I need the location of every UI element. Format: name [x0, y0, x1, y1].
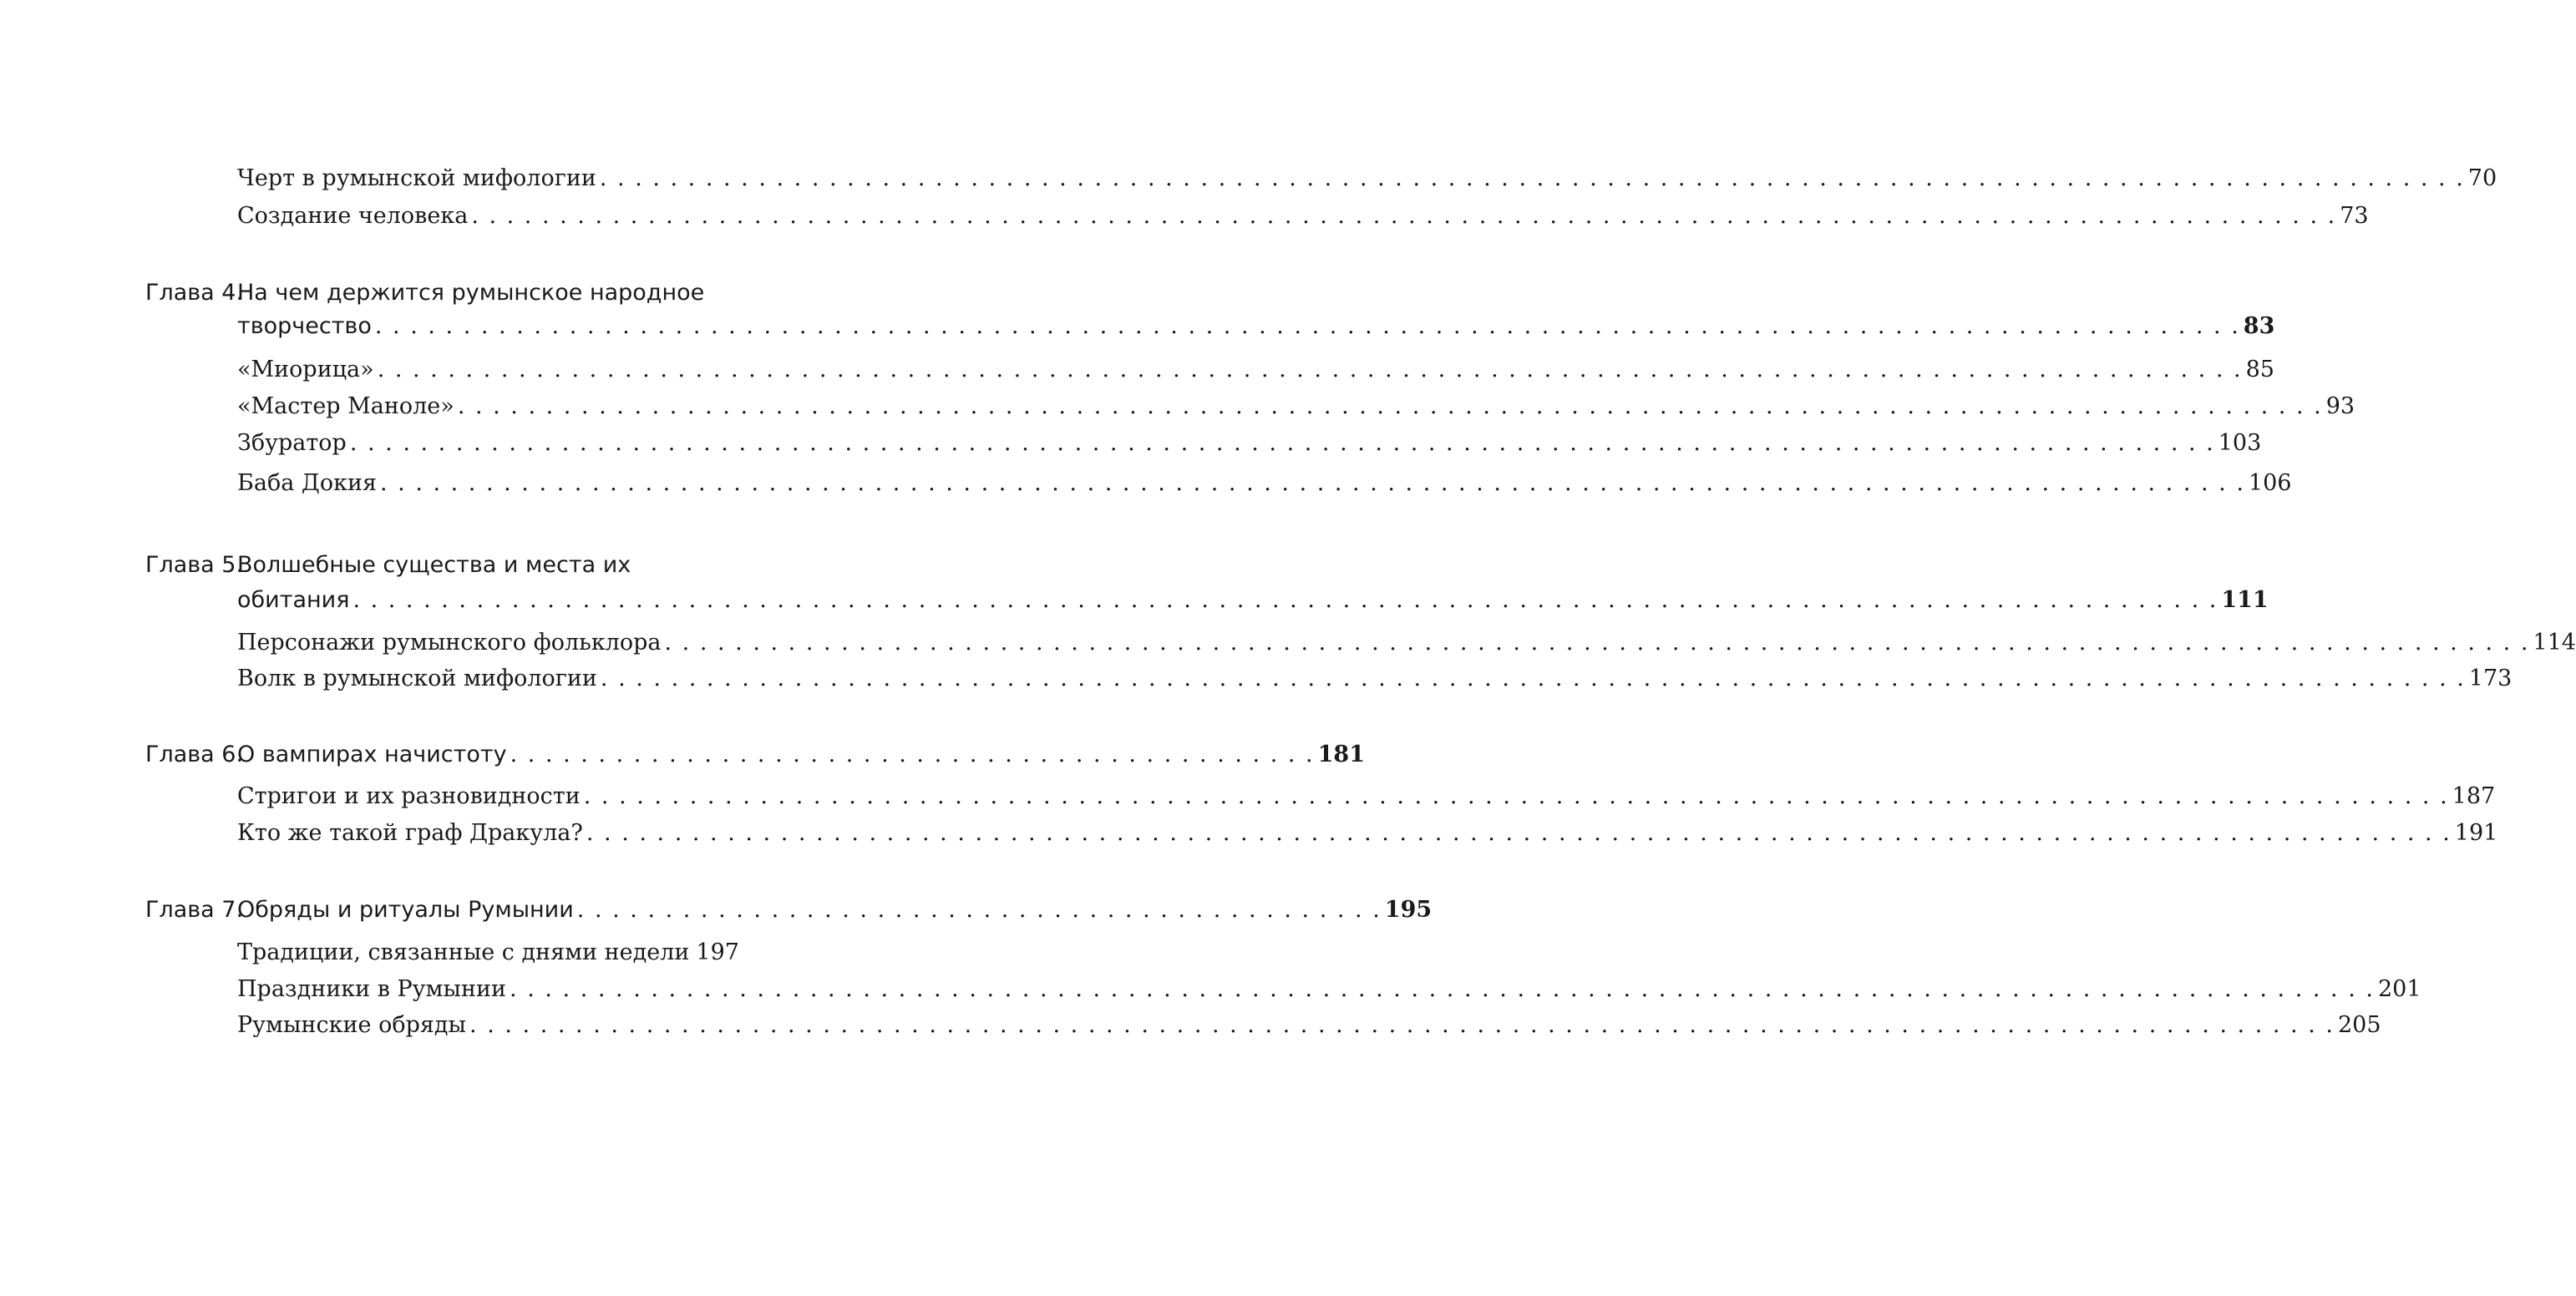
toc-entry-page: 106: [2248, 470, 2292, 496]
chapter-5-entry[interactable]: [237, 586, 2269, 615]
dot-leader: [584, 782, 2449, 811]
toc-entry-page: 103: [2218, 430, 2262, 456]
toc-entry[interactable]: [237, 782, 2496, 811]
dot-leader: [510, 975, 2375, 1004]
chapter-page: 181: [1317, 742, 1365, 767]
dot-leader: [380, 469, 2245, 498]
toc-entry-page: 85: [2245, 357, 2274, 382]
toc-entry-title: Традиции, связанные с днями недели: [237, 939, 690, 965]
chapter-title: На чем держится румынское народное: [237, 280, 705, 306]
toc-entry-title: Персонажи румынского фольклора: [237, 630, 662, 656]
toc-entry[interactable]: [237, 629, 2576, 657]
toc-entry-page: 93: [2325, 393, 2355, 419]
toc-entry-page: 201: [2377, 976, 2421, 1002]
toc-entry-title: «Мастер Маноле»: [237, 393, 454, 419]
dot-leader: [471, 202, 2336, 230]
toc-entry-title: Создание человека: [237, 203, 469, 229]
dot-leader: [350, 429, 2215, 458]
chapter-page: 195: [1384, 897, 1433, 923]
chapter-title: Обряды и ритуалы Румынии: [237, 897, 574, 923]
dot-leader: [352, 586, 2218, 615]
dot-leader: [378, 356, 2243, 384]
chapter-6-entry[interactable]: [145, 741, 1365, 769]
dot-leader: . . . . . . . . . . . . . . . . . . . . . . . . . . . . . . . . . . . . . . . . . . . . . .: [576, 897, 1382, 923]
chapter-label: Глава 4.: [145, 280, 244, 306]
dot-leader: [600, 165, 2465, 193]
toc-entry[interactable]: [237, 939, 739, 967]
toc-entry-page: 197: [696, 939, 739, 965]
chapter-7-entry[interactable]: [145, 896, 1433, 924]
toc-entry-page: 114: [2533, 630, 2576, 656]
dot-leader: [601, 665, 2466, 693]
chapter-4-heading[interactable]: [145, 279, 730, 307]
toc-entry[interactable]: [237, 356, 2274, 384]
toc-entry-title: Кто же такой граф Дракула?: [237, 820, 583, 846]
dot-leader: [469, 1011, 2335, 1040]
toc-entry[interactable]: [237, 975, 2421, 1004]
dot-leader: [458, 392, 2323, 421]
dot-leader: [375, 312, 2240, 341]
chapter-title: Волшебные существа и места их: [237, 552, 631, 578]
chapter-title-continued: обитания: [237, 587, 350, 613]
toc-entry[interactable]: [237, 165, 2497, 193]
toc-entry-title: Румынские обряды: [237, 1012, 467, 1038]
dot-leader: [586, 819, 2452, 848]
chapter-label: Глава 5.: [145, 552, 244, 578]
toc-entry-title: Черт в румынской мифологии: [237, 165, 596, 191]
toc-entry[interactable]: [237, 819, 2498, 848]
chapter-page: 111: [2221, 587, 2269, 613]
toc-entry-title: Праздники в Румынии: [237, 976, 507, 1002]
chapter-page: 83: [2243, 313, 2275, 339]
toc-entry[interactable]: [237, 665, 2513, 693]
toc-entry[interactable]: [237, 469, 2292, 498]
toc-entry-page: 70: [2467, 165, 2497, 191]
toc-entry-title: Баба Докия: [237, 470, 377, 496]
toc-entry[interactable]: [237, 429, 2262, 458]
toc-entry-title: Стригои и их разновидности: [237, 783, 581, 809]
chapter-5-heading[interactable]: [145, 551, 730, 580]
toc-entry-title: Волк в румынской мифологии: [237, 666, 597, 691]
toc-entry-page: 191: [2454, 820, 2498, 846]
chapter-label: Глава 7.: [145, 897, 244, 923]
toc-entry-title: «Миорица»: [237, 357, 374, 382]
toc-entry-page: 73: [2340, 203, 2369, 229]
dot-leader: . . . . . . . . . . . . . . . . . . . . . . . . . . . . . . . . . . . . . . . . . . . . . .: [510, 742, 1315, 767]
dot-leader: [665, 629, 2530, 657]
toc-entry-page: 187: [2452, 783, 2496, 809]
toc-entry-title: Збуратор: [237, 430, 347, 456]
toc-entry-page: 173: [2468, 666, 2513, 691]
toc-entry[interactable]: [237, 202, 2369, 230]
chapter-4-entry[interactable]: [237, 312, 2275, 341]
toc-entry-page: 205: [2337, 1012, 2381, 1038]
chapter-title-continued: творчество: [237, 313, 372, 339]
toc-entry[interactable]: [237, 1011, 2381, 1040]
chapter-title: О вампирах начистоту: [237, 742, 507, 767]
toc-entry[interactable]: [237, 392, 2355, 421]
chapter-label: Глава 6.: [145, 742, 244, 767]
